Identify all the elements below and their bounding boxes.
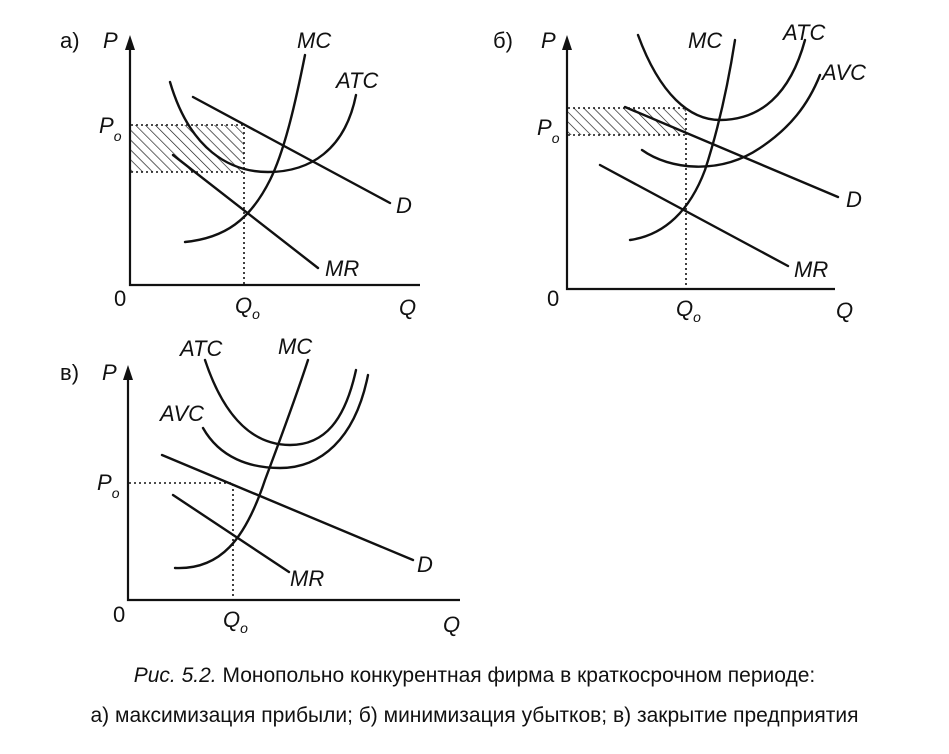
- panel-b-loss-area: [568, 108, 686, 135]
- panel-a-d-label: D: [396, 193, 412, 218]
- panel-b-mr-label: MR: [794, 257, 829, 282]
- panel-a-atc-label: ATC: [336, 68, 379, 93]
- panel-c-mr-curve: [173, 495, 289, 572]
- panel-a: [60, 28, 420, 322]
- panel-c-atc-label: ATC: [180, 336, 223, 361]
- panel-c-origin: 0: [113, 602, 126, 627]
- panel-c: [60, 334, 460, 637]
- panel-a-y-arrow: [125, 35, 135, 50]
- caption-title: Монопольно конкурентная фирма в краткосрочном периоде:: [216, 664, 816, 687]
- panel-a-mc-label: MC: [297, 28, 332, 53]
- panel-b-atc-label: ATC: [783, 20, 826, 45]
- panel-c-label: в): [60, 360, 80, 385]
- panel-b-price-label: $P_o$: [537, 115, 560, 146]
- caption-prefix: Рис. 5.2.: [133, 664, 217, 687]
- panel-b: [493, 20, 866, 325]
- panel-c-price-label: $P_o$: [97, 470, 120, 501]
- panel-a-price-label: $P_o$: [99, 113, 122, 144]
- panel-b-axes: [567, 40, 835, 289]
- panel-c-mr-label: MR: [290, 566, 325, 591]
- panel-b-label: б): [493, 28, 513, 53]
- panel-b-mc-label: MC: [688, 28, 723, 53]
- panel-a-label: а): [60, 28, 80, 53]
- panel-c-demand-curve: [162, 455, 413, 560]
- panel-b-x-axis-label: Q: [836, 298, 854, 323]
- panel-b-avc-label: AVC: [822, 60, 867, 85]
- panel-c-y-arrow: [123, 365, 133, 380]
- panel-c-x-axis-label: Q: [443, 612, 461, 637]
- panel-b-quantity-label: $Q_o$: [676, 296, 701, 325]
- panel-c-y-axis-label: P: [102, 360, 117, 385]
- figure-caption: [0, 664, 949, 688]
- panel-c-mc-label: MC: [278, 334, 313, 359]
- panel-a-x-axis-label: Q: [399, 295, 417, 320]
- panel-b-d-label: D: [846, 187, 862, 212]
- panel-b-y-axis-label: P: [541, 28, 556, 53]
- panel-c-quantity-label: $Q_o$: [223, 607, 248, 636]
- panel-c-mc-curve: [175, 360, 308, 568]
- panel-a-y-axis-label: P: [103, 28, 118, 53]
- figure-caption-line2: а) максимизация прибыли; б) минимизация убытков; в) закрытие предприятия: [90, 704, 859, 727]
- panel-a-mr-curve: [173, 155, 318, 268]
- panel-a-mr-label: MR: [325, 256, 360, 281]
- panel-c-atc-curve: [205, 360, 356, 445]
- panel-a-origin: 0: [114, 286, 127, 311]
- panel-b-y-arrow: [562, 35, 572, 50]
- panel-c-avc-label: AVC: [160, 401, 205, 426]
- panel-b-mr-curve: [600, 165, 788, 266]
- panel-c-d-label: D: [417, 552, 433, 577]
- panel-b-origin: 0: [547, 286, 560, 311]
- panel-a-quantity-label: $Q_o$: [235, 293, 260, 322]
